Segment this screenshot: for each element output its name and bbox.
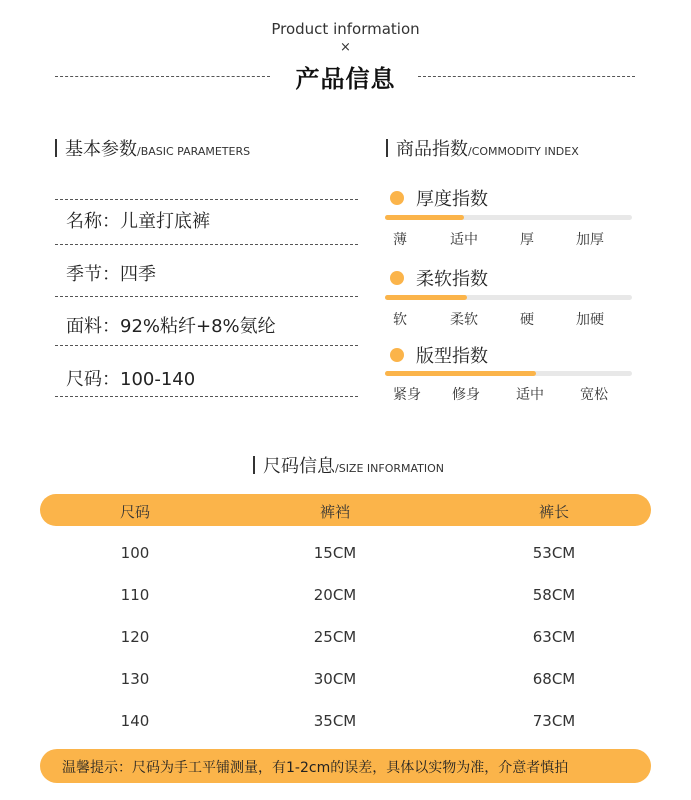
thickness-index-fill: [385, 215, 464, 220]
param-size: 尺码：100-140: [66, 369, 196, 390]
index-level: 适中: [516, 387, 544, 403]
index-level: 修身: [452, 387, 480, 403]
index-level: 薄: [393, 232, 407, 248]
size-table-cell: 63CM: [532, 628, 576, 646]
thickness-index: [390, 185, 488, 211]
size-table-cell: 110: [120, 586, 150, 604]
header-separator: ×: [340, 40, 351, 55]
heading-bar: [386, 139, 388, 157]
bullet-dot-icon: [390, 271, 404, 285]
size-table-cell: 100: [120, 544, 150, 562]
size-table-cell: 25CM: [313, 628, 357, 646]
bullet-dot-icon: [390, 348, 404, 362]
size-table-cell: 130: [120, 670, 150, 688]
size-table-cell: 68CM: [532, 670, 576, 688]
header-title-en: Product information: [271, 20, 420, 38]
index-level: 厚: [520, 232, 534, 248]
size-table-cell: 15CM: [313, 544, 357, 562]
index-level: 宽松: [580, 387, 608, 403]
index-level: 紧身: [393, 387, 421, 403]
index-level: 软: [393, 312, 407, 328]
size-info-subtitle: /SIZE INFORMATION: [335, 462, 445, 475]
param-divider: [55, 199, 358, 200]
fit-index: [390, 342, 488, 368]
param-season: 季节：四季: [66, 264, 156, 285]
size-table-cell: 20CM: [313, 586, 357, 604]
index-level: 加厚: [576, 232, 604, 248]
page-title: 产品信息: [295, 65, 396, 93]
param-divider: [55, 244, 358, 245]
fit-index-title: 版型指数: [416, 346, 488, 367]
thickness-index-title: 厚度指数: [416, 189, 488, 210]
thickness-index-track: [385, 215, 632, 220]
index-level: 适中: [450, 232, 478, 248]
commodity-index-title: 商品指数: [396, 139, 468, 160]
param-divider: [55, 296, 358, 297]
size-table-column-header: 裤裆: [319, 503, 350, 521]
size-info-title: 尺码信息: [263, 456, 335, 477]
fit-index-track: [385, 371, 632, 376]
bullet-dot-icon: [390, 191, 404, 205]
heading-bar: [55, 139, 57, 157]
size-table-cell: 140: [120, 712, 150, 730]
softness-index-title: 柔软指数: [416, 269, 488, 290]
commodity-index-subtitle: /COMMODITY INDEX: [468, 145, 579, 158]
param-divider: [55, 345, 358, 346]
size-table-column-header: 尺码: [119, 503, 150, 521]
size-info-heading: [253, 452, 444, 478]
softness-index-track: [385, 295, 632, 300]
softness-index-fill: [385, 295, 467, 300]
softness-index: [390, 265, 488, 291]
index-level: 硬: [520, 312, 534, 328]
heading-bar: [253, 456, 255, 474]
basic-params-subtitle: /BASIC PARAMETERS: [137, 145, 251, 158]
basic-params-title: 基本参数: [65, 139, 137, 160]
tip-text: 温馨提示：尺码为手工平铺测量，有1-2cm的误差，具体以实物为准，介意者慎拍: [62, 760, 569, 776]
size-table-cell: 35CM: [313, 712, 357, 730]
size-table-cell: 120: [120, 628, 150, 646]
header-divider-right: [418, 76, 635, 77]
index-level: 柔软: [450, 312, 478, 328]
commodity-index-heading: [386, 135, 579, 161]
basic-params-heading: [55, 135, 250, 161]
size-table-cell: 58CM: [532, 586, 576, 604]
param-divider: [55, 396, 358, 397]
fit-index-fill: [385, 371, 536, 376]
size-table-cell: 73CM: [532, 712, 576, 730]
size-table-cell: 30CM: [313, 670, 357, 688]
size-table-cell: 53CM: [532, 544, 576, 562]
size-table-column-header: 裤长: [538, 503, 569, 521]
param-name: 名称：儿童打底裤: [66, 211, 210, 232]
index-level: 加硬: [576, 312, 604, 328]
param-fabric: 面料：92%粘纤+8%氨纶: [66, 316, 276, 337]
